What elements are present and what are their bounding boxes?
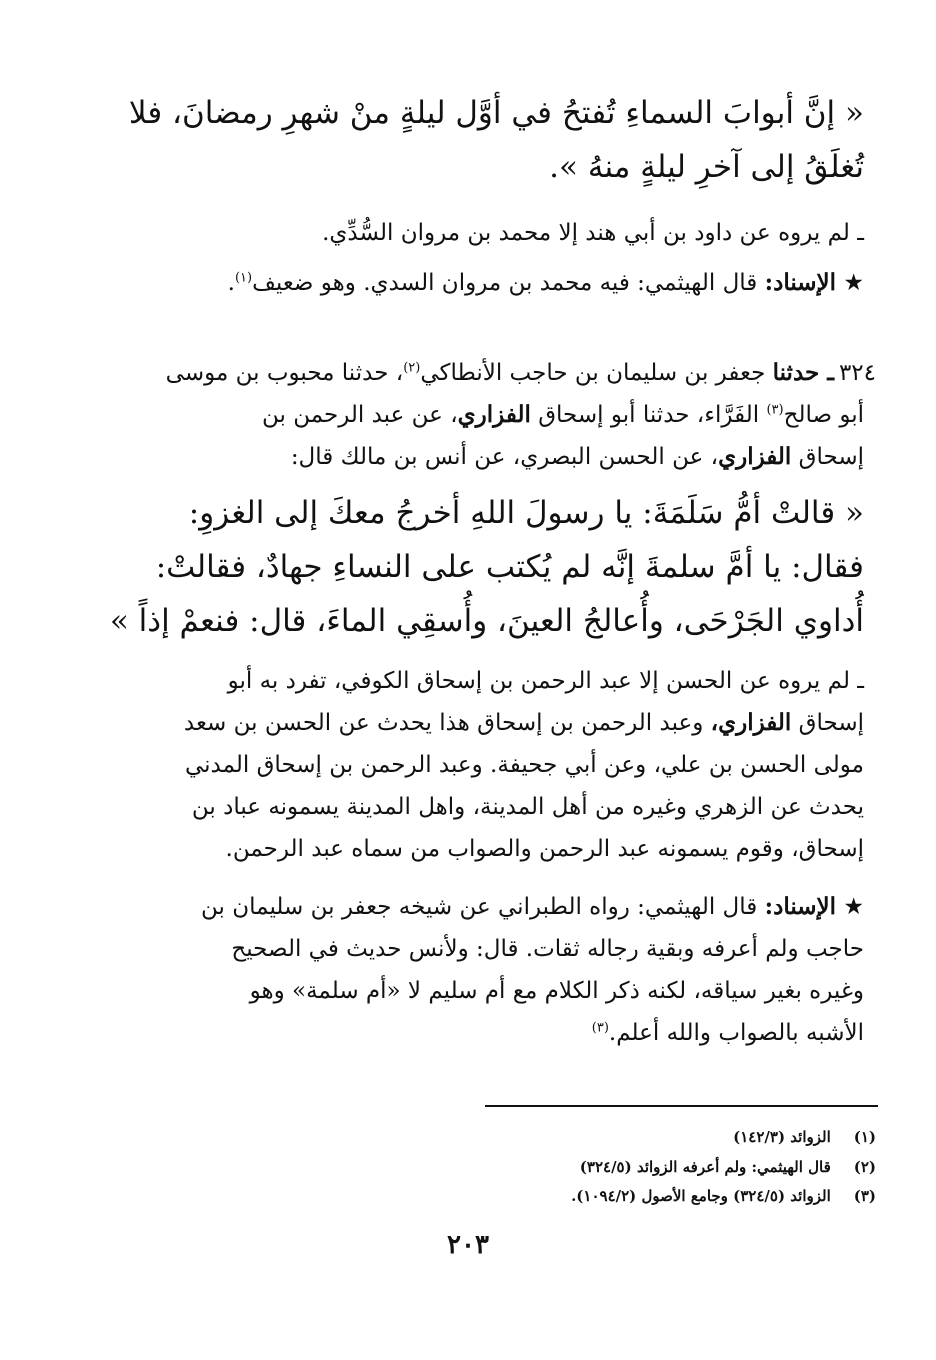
isnad-text: قال الهيثمي: فيه محمد بن مروان السدي. وهو ضعيف (252, 270, 758, 296)
hadith-umm-salama (109, 486, 864, 648)
star-icon: ★ (843, 270, 864, 296)
footnote-ref: (٣) (591, 1020, 609, 1036)
footnote-ref: (١) (234, 270, 253, 286)
footnote (733, 1128, 876, 1146)
isnad-label: الإسناد: (764, 269, 837, 296)
top-isnad: ★ الإسناد: قال الهيثمي: فيه محمد بن مروان السدي. وهو ضعيف$^{(١)}$. (227, 269, 864, 296)
footnote-text: قال الهيثمي: ولم أعرفه الزوائد (٣٢٤/٥) (579, 1158, 831, 1176)
hadith-line: « إنَّ أبوابَ السماءِ تُفتحُ في أوَّل ليلةٍ منْ شهرِ رمضانَ، فلا (128, 95, 864, 131)
footnote-number: (٢) (853, 1158, 876, 1176)
star-icon: ★ (843, 894, 864, 920)
entry-324-cont: أبو صالح$^{(٣)}$ الفَرَّاء، حدثنا أبو إسحاق الفزاري، عن عبد الرحمن بن إسحاق الفزاري، عن الحسن البصري، عن أنس بن مالك قال: (261, 401, 864, 470)
footnote-number: (٣) (853, 1187, 876, 1205)
footnote-number: (١) (853, 1128, 876, 1146)
footnote (571, 1187, 876, 1205)
hadith-line: فقال: يا أمَّ سلمةَ إنَّه لم يُكتب على النساءِ جهادٌ، فقالتْ: (155, 549, 864, 585)
entry-number: ٣٢٤ (838, 360, 876, 386)
footnote-ref: (٢) (403, 360, 421, 376)
page-number: ٢٠٣ (447, 1230, 489, 1260)
hadith-line: أُداوي الجَرْحَى، وأُعالجُ العينَ، وأُسقِي الماءَ، قال: فنعمْ إذاً » (109, 603, 864, 639)
top-note: ـ لم يروه عن داود بن أبي هند إلا محمد بن مروان السُّدِّي. (322, 220, 864, 246)
footnote-ref: (٣) (766, 402, 784, 418)
entry-324: ـ حدثنا جعفر بن سليمان بن حاجب الأنطاكي$^{(٢)}$، حدثنا محبوب بن موسى (165, 359, 834, 386)
footnote-text: الزوائد (١٤٢/٣) (733, 1128, 831, 1146)
footnote (580, 1158, 876, 1176)
footnote-divider (485, 1105, 878, 1107)
entry-label: ـ حدثنا (772, 359, 834, 386)
hadith-line: « قالتْ أمُّ سَلَمَةَ: يا رسولَ اللهِ أخرجُ معكَ إلى الغزوِ: (188, 495, 864, 531)
isnad-section: ★ الإسناد: قال الهيثمي: رواه الطبراني عن شيخه جعفر بن سليمان بن حاجب ولم أعرفه وبقية رجاله ثقات. قال: ولأنس حديث في الصحيح وغيره بغير سياقه، لكنه ذكر الكلام مع أم سليم لا «أم سلمة» وهو الأشبه بالصواب والله أعلم.$^{(٣)}$ (201, 893, 864, 1046)
narration-note: ـ لم يروه عن الحسن إلا عبد الرحمن بن إسحاق الكوفي، تفرد به أبو إسحاق الفزاري، وعبد الرحمن بن إسحاق هذا يحدث عن الحسن بن سعد مولى الحسن بن علي، وعن أبي جحيفة. وعبد الرحمن بن إسحاق المدني يحدث عن الزهري وغيره من أهل المدينة، واهل المدينة يسمونه عباد بن إسحاق، وقوم يسمونه عبد الرحمن والصواب من سماه عبد الرحمن. (183, 668, 864, 862)
hadith-line: تُغلَقُ إلى آخرِ ليلةٍ منهُ ». (549, 149, 864, 185)
isnad-label: الإسناد: (764, 893, 837, 920)
footnote-text: الزوائد (٣٢٤/٥) وجامع الأصول (١٠٩٤/٢). (571, 1187, 831, 1205)
top-hadith (128, 86, 864, 194)
